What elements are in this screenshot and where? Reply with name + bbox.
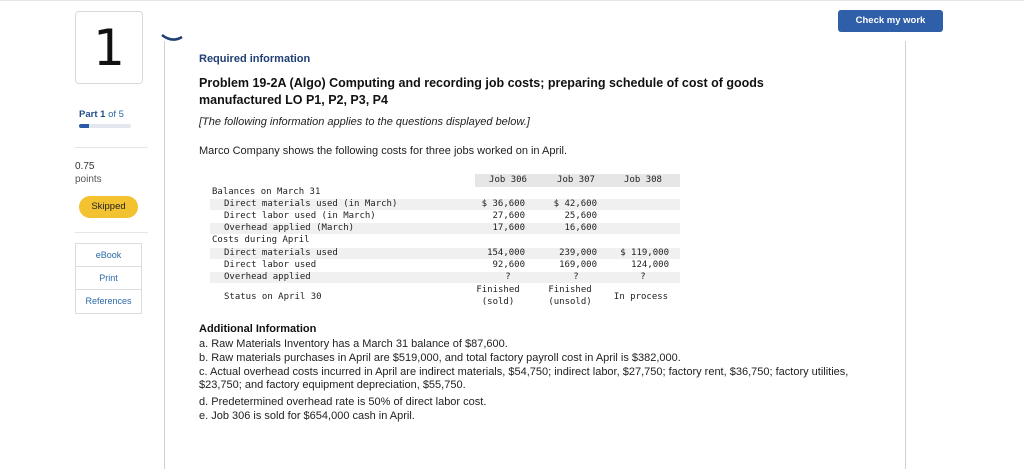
status-307-line2: (unsold)	[548, 297, 592, 307]
part-progress-bar	[79, 124, 131, 128]
row-label: Direct labor used	[224, 260, 317, 270]
required-info-heading: Required information	[199, 53, 311, 65]
cell-307: ?	[573, 272, 579, 282]
check-my-work-button[interactable]: Check my work	[838, 10, 943, 32]
status-306-line1: Finished	[476, 285, 520, 295]
rail-divider	[75, 147, 148, 148]
row-label: Overhead applied	[224, 272, 311, 282]
header-job-307: Job 307	[557, 175, 595, 185]
row-label: Overhead applied (March)	[224, 223, 355, 233]
content-left-border	[164, 41, 165, 469]
status-308: In process	[613, 292, 669, 302]
print-link[interactable]: Print	[76, 267, 141, 290]
additional-item-b: b. Raw materials purchases in April are $519,000, and total factory payroll cost in April is $382,000.	[199, 352, 681, 364]
rail-divider	[75, 232, 148, 233]
references-link[interactable]: References	[85, 296, 132, 306]
additional-item-c: c. Actual overhead costs incurred in April are indirect materials, $54,750; indirect labor, $27,750; factory rent, $36,750; factory utilities, $23,750; and factory equipment depreciation, $55,750.	[199, 366, 849, 391]
row-label: Direct labor used (in March)	[224, 211, 376, 221]
status-307-line1: Finished	[548, 285, 592, 295]
cell-306: 92,600	[492, 260, 525, 270]
row-label: Direct materials used (in March)	[224, 199, 398, 209]
part-current: 1	[100, 109, 106, 120]
resources-panel	[75, 243, 142, 314]
part-progress-fill	[79, 124, 89, 128]
cell-306: 27,600	[492, 211, 525, 221]
info-note: [The following information applies to the questions displayed below.]	[199, 116, 530, 128]
points-value: 0.75	[75, 161, 95, 172]
section-april-costs: Costs during April	[212, 235, 310, 245]
status-badge: Skipped	[79, 196, 138, 218]
cell-307: 25,600	[564, 211, 597, 221]
additional-info-heading: Additional Information	[199, 323, 317, 335]
intro-text: Marco Company shows the following costs for three jobs worked on in April.	[199, 145, 568, 157]
additional-item-e: e. Job 306 is sold for $654,000 cash in April.	[199, 410, 415, 422]
cell-307: $ 42,600	[553, 199, 597, 209]
section-march-balances: Balances on March 31	[212, 187, 321, 197]
row-label: Direct materials used	[224, 248, 338, 258]
ebook-link[interactable]: eBook	[76, 244, 141, 267]
cell-308: $ 119,000	[620, 248, 669, 258]
part-indicator	[79, 109, 124, 120]
status-row-label: Status on April 30	[224, 292, 322, 302]
collapse-chevron-icon[interactable]	[161, 34, 183, 44]
content-right-border	[905, 41, 906, 469]
cell-306: $ 36,600	[481, 199, 525, 209]
part-label: Part	[79, 109, 98, 120]
question-number: 1	[93, 18, 125, 77]
cell-306: ?	[505, 272, 511, 282]
header-job-308: Job 308	[624, 175, 662, 185]
cell-306: 154,000	[487, 248, 525, 258]
cell-308: ?	[640, 272, 646, 282]
additional-item-d: d. Predetermined overhead rate is 50% of direct labor cost.	[199, 396, 487, 408]
additional-item-a: a. Raw Materials Inventory has a March 31 balance of $87,600.	[199, 338, 508, 350]
cell-306: 17,600	[492, 223, 525, 233]
status-306-line2: (sold)	[481, 297, 515, 307]
top-divider	[0, 0, 1024, 1]
problem-title: Problem 19-2A (Algo) Computing and recording job costs; preparing schedule of cost of goods manufactured LO P1, P2, P3, P4	[199, 76, 764, 107]
header-job-306: Job 306	[489, 175, 527, 185]
question-number-box	[75, 11, 143, 84]
points-label: points	[75, 174, 102, 185]
cell-307: 169,000	[559, 260, 597, 270]
cell-308: 124,000	[631, 260, 669, 270]
part-total: of 5	[108, 109, 124, 120]
cell-307: 239,000	[559, 248, 597, 258]
cell-307: 16,600	[564, 223, 597, 233]
